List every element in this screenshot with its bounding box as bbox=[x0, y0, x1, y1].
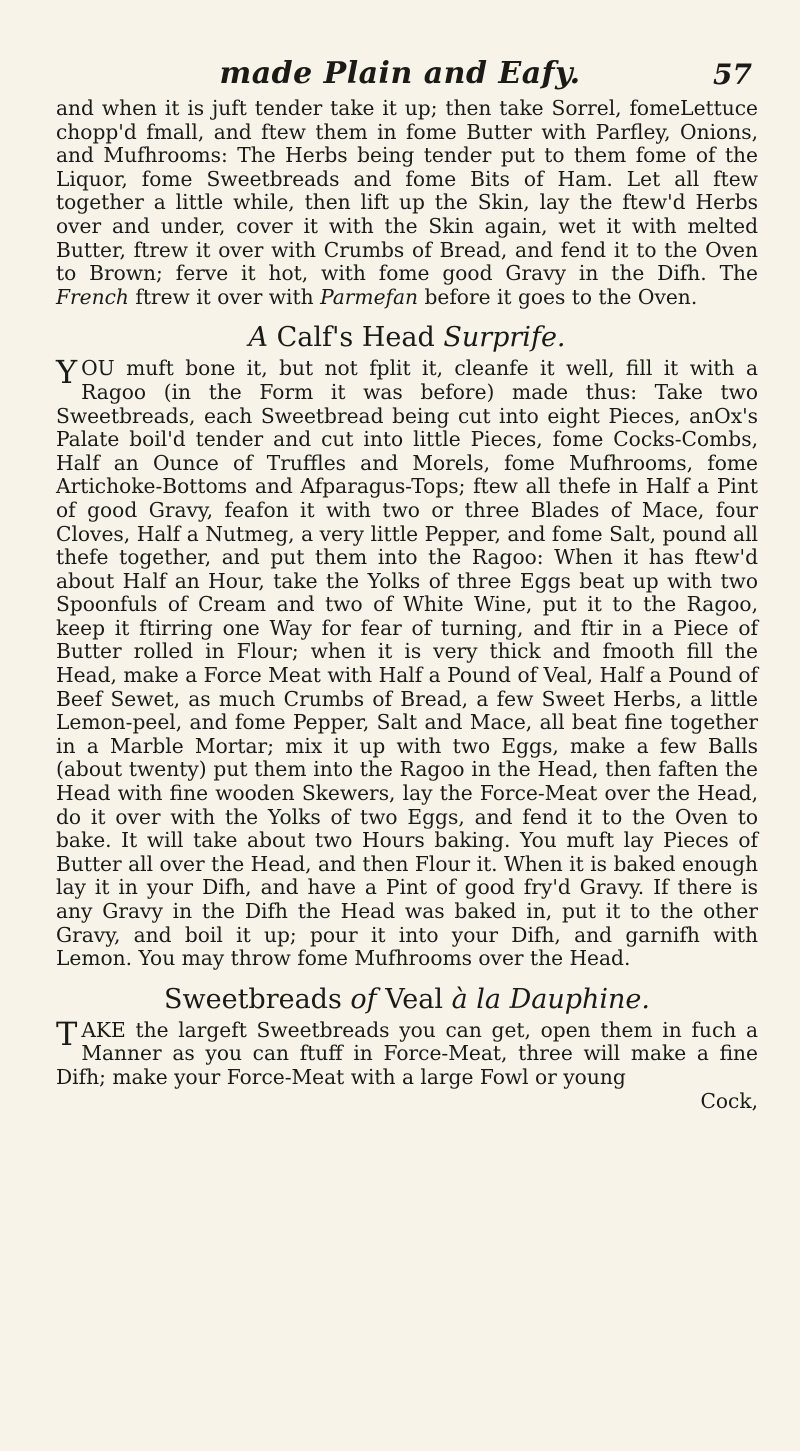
page-number: 57 bbox=[713, 58, 752, 91]
heading-2-italic: à la Dauphine. bbox=[451, 983, 650, 1015]
heading-1-prefix: A bbox=[248, 322, 268, 354]
drop-cap-y: Y bbox=[56, 353, 78, 392]
recipe-heading-sweetbreads bbox=[56, 983, 758, 1017]
page-header bbox=[0, 56, 800, 96]
paragraph-3 bbox=[56, 1014, 758, 1090]
running-head: made Plain and Eafy. bbox=[219, 56, 581, 91]
catchword: Cock, bbox=[700, 1088, 758, 1113]
paragraph-1-text: and when it is juft tender take it up; then take Sorrel, fomeLettuce chopp'd fmall, and ftew them in fome Butter with Parfley, Onions, and Mufhrooms: The Herbs being tender put to them fome of the Liquor, fome Sweetbreads and fome Bits of Ham. Let all ftew together a little while, then lift up the Skin, lay the ftew'd Herbs over and under, cover it with the Skin again, wet it with melted Butter, ftrew it over with Crumbs of Bread, and fend it to the Oven to Brown; ferve it hot, with fome good Gravy in the Difh. bbox=[56, 96, 758, 286]
heading-2-of: of bbox=[350, 983, 377, 1015]
paragraph-1-tail-b: ftrew it over with bbox=[135, 284, 314, 309]
drop-cap-t: T bbox=[56, 1014, 78, 1053]
french-word: French bbox=[56, 284, 129, 309]
recipe-heading-calfs-head bbox=[56, 321, 758, 355]
paragraph-2-text: OU muft bone it, but not fplit it, cleanfe it well, fill it with a Ragoo (in the Form it was before) made thus: Take two Sweetbreads, each Sweetbread being cut into eight Pieces, anOx's Palate boil'd tender and cut into little Pieces, fome Cocks-Combs, Half an Ounce of Truffles and Morels, fome Mufhrooms, fome Artichoke-Bottoms and Afparagus-Tops; ftew all thefe in Half a Pint of good Gravy, feafon it with two or three Blades of Mace, four Cloves, Half a Nutmeg, a very little Pepper, and fome Salt, pound all thefe together, and put them into the Ragoo: When it has ftew'd about Half an Hour, take the Yolks of three Eggs beat up with two Spoonfuls of Cream and two of White Wine, put it to the Ragoo, keep it ftirring one Way for fear of turning, and ftir in a Piece of Butter rolled in Flour; when it is very thick and fmooth fill the Head, make a Force Meat with Half a Pound of Veal, Half a Pound of Beef Sewet, as much Crumbs of Bread, a few Sweet Herbs, a little Lemon-peel, and fome Pepper, Salt and Mace, all beat fine together in a Marble Mortar; mix it up with two Eggs, make a few Balls (about twenty) put them into the Ragoo in the Head, then faften the Head with fine wooden Skewers, lay the Force-Meat over the Head, do it over with the Yolks of two Eggs, and fend it to the Oven to bake. It will take about two Hours baking. You muft lay Pieces of Butter all over the Head, and then Flour it. When it is baked enough lay it in your Difh, and have a Pint of good fry'd Gravy. If there is any Gravy in the Difh the Head was baked in, put it to the other Gravy, and boil it up; pour it into your Difh, and garnifh with Lemon. You may throw fome Mufhrooms over the Head. bbox=[56, 356, 758, 971]
paragraph-1 bbox=[56, 97, 758, 309]
heading-2-veal: Veal bbox=[385, 983, 443, 1015]
paragraph-3-text: AKE the largeft Sweetbreads you can get, open them in fuch a Manner as you can ftuff in Force-Meat, three will make a fine Difh; make your Force-Meat with a large Fowl or young bbox=[56, 1017, 758, 1089]
paragraph-1-tail-c: before it goes to the Oven. bbox=[424, 284, 698, 309]
parmesan-word: Parmefan bbox=[320, 284, 419, 309]
paragraph-1-tail-a: The bbox=[719, 261, 758, 286]
heading-1-italic: Surprife. bbox=[443, 322, 566, 354]
paragraph-2 bbox=[56, 353, 758, 971]
heading-1-main: Calf's Head bbox=[276, 322, 435, 354]
heading-2-main: Sweetbreads bbox=[164, 983, 342, 1015]
body-text bbox=[56, 97, 758, 1113]
